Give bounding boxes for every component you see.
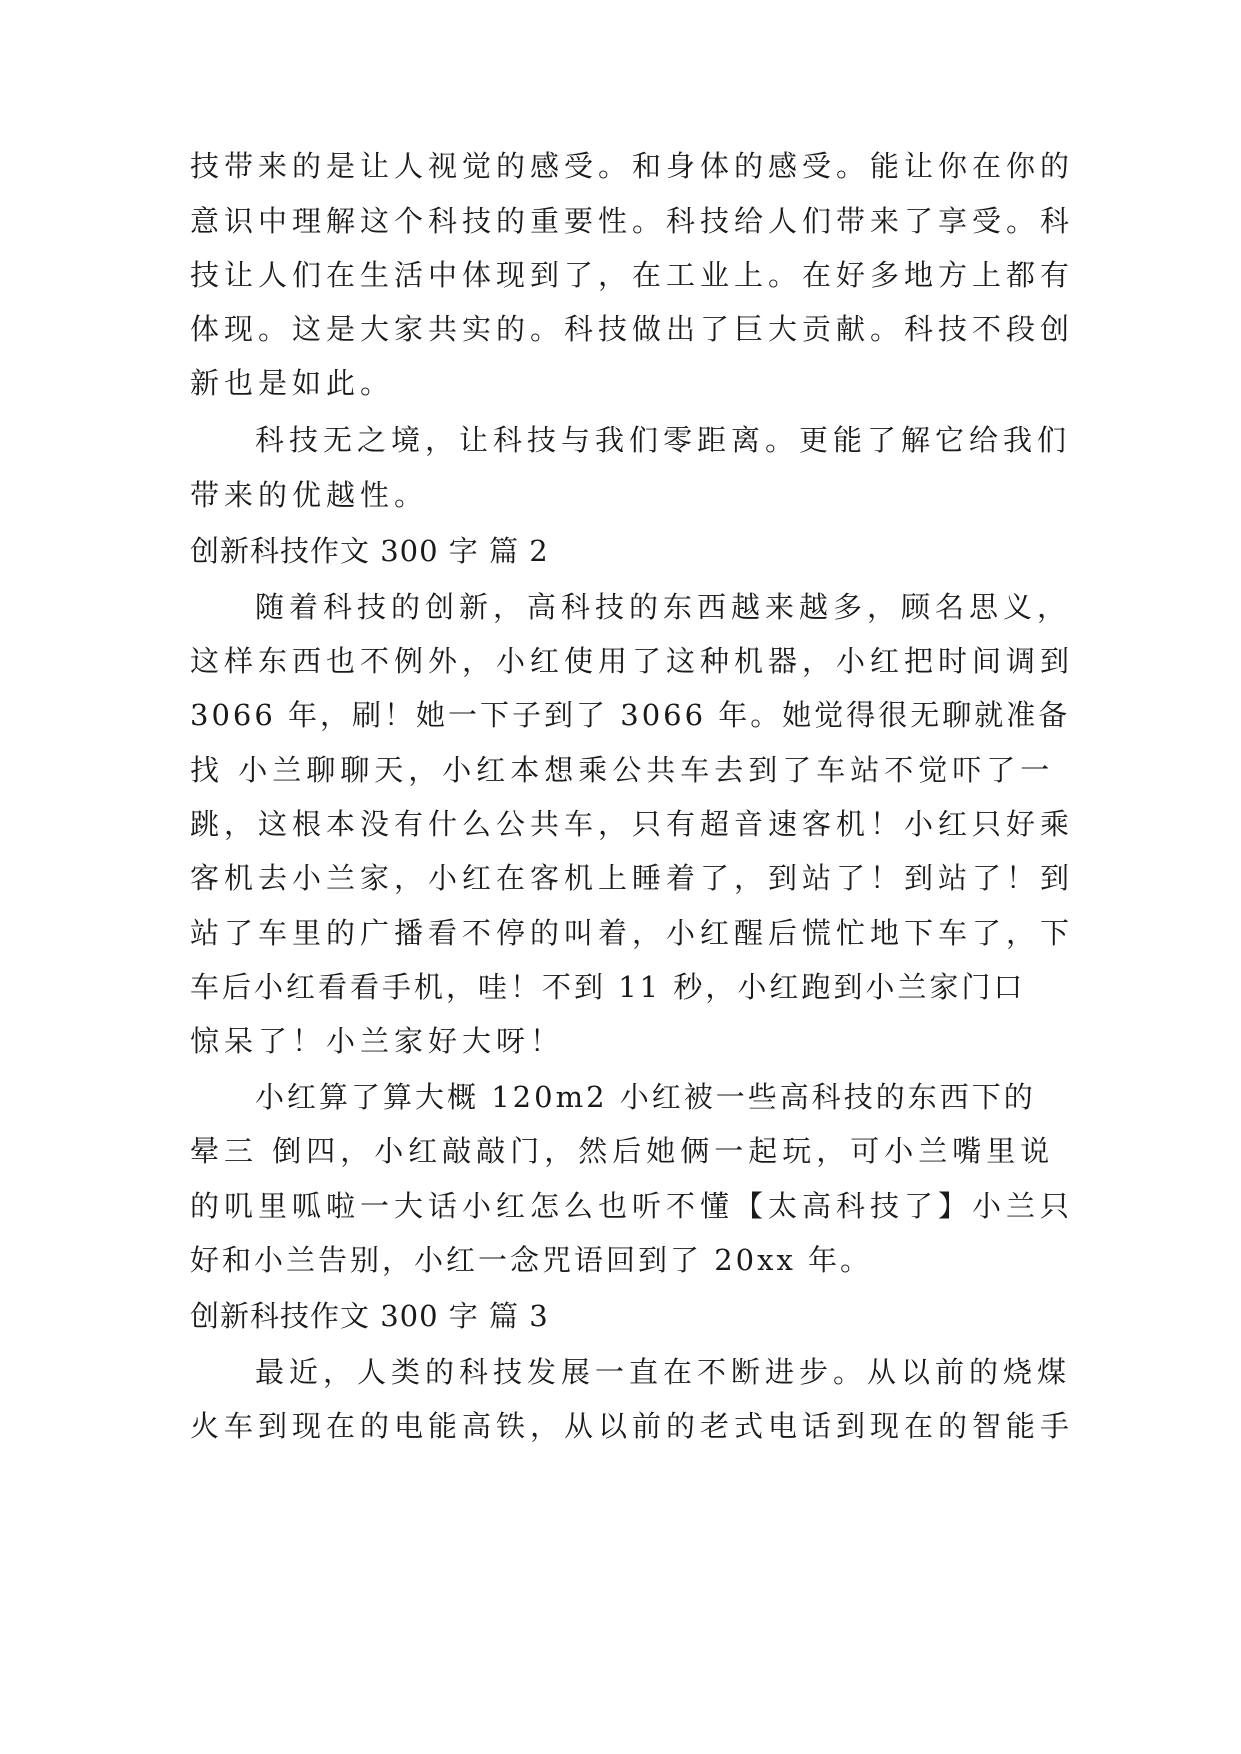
text-line: 跳，这根本没有什么公共车，只有超音速客机！小红只好乘 [190,807,1075,841]
section-heading: 创新科技作文 300 字 篇 2 [190,534,549,568]
text-line: 火车到现在的电能高铁，从以前的老式电话到现在的智能手 [190,1409,1075,1443]
text-line: 带来的优越性。 [190,478,429,512]
text-line: 科技无之境，让科技与我们零距离。更能了解它给我们 [255,423,1072,457]
section-heading: 创新科技作文 300 字 篇 3 [190,1299,549,1333]
text-line: 这样东西也不例外，小红使用了这种机器，小红把时间调到 [190,644,1075,678]
text-line: 车后小红看看手机，哇！不到 11 秒，小红跑到小兰家门口 [190,970,1026,1004]
text-line: 站了车里的广播看不停的叫着，小红醒后慌忙地下车了，下 [190,916,1075,950]
text-line: 找 小兰聊聊天，小红本想乘公共车去到了车站不觉吓了一 [190,753,1055,787]
text-line: 小红算了算大概 120m2 小红被一些高科技的东西下的 [255,1080,1036,1114]
text-line: 新也是如此。 [190,366,395,400]
text-line: 的叽里呱啦一大话小红怎么也听不懂【太高科技了】小兰只 [190,1189,1075,1223]
text-line: 客机去小兰家，小红在客机上睡着了，到站了！到站了！到 [190,861,1075,895]
text-line: 最近，人类的科技发展一直在不断进步。从以前的烧煤 [255,1355,1072,1389]
text-line: 随着科技的创新，高科技的东西越来越多，顾名思义， [255,590,1072,624]
text-line: 晕三 倒四，小红敲敲门，然后她俩一起玩，可小兰嘴里说 [190,1134,1055,1168]
text-line: 技让人们在生活中体现到了，在工业上。在好多地方上都有 [190,258,1075,292]
text-line: 3066 年，刷！她一下子到了 3066 年。她觉得很无聊就准备 [190,698,1071,732]
text-line: 惊呆了！小兰家好大呀！ [190,1024,565,1058]
text-line: 意识中理解这个科技的重要性。科技给人们带来了享受。科 [190,204,1075,238]
text-line: 好和小兰告别，小红一念咒语回到了 20xx 年。 [190,1243,873,1277]
text-line: 技带来的是让人视觉的感受。和身体的感受。能让你在你的 [190,149,1075,183]
text-line: 体现。这是大家共实的。科技做出了巨大贡献。科技不段创 [190,312,1075,346]
